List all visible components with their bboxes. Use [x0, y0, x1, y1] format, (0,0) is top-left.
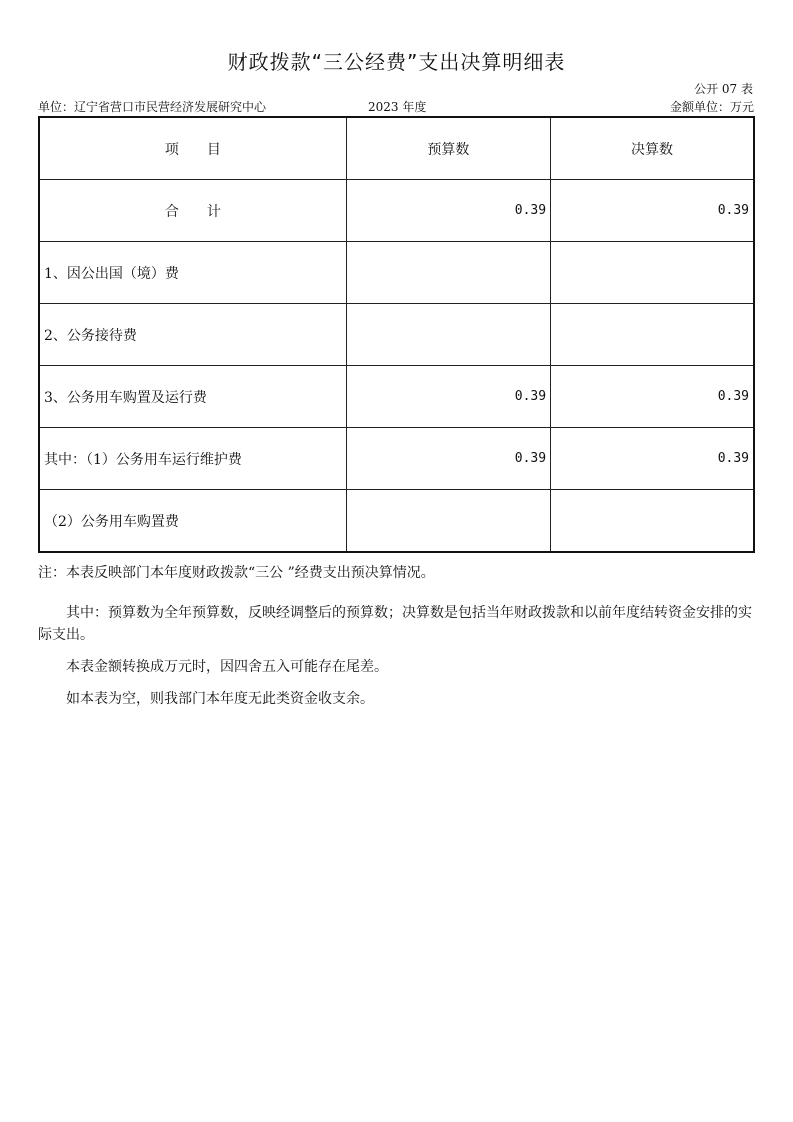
reporting-unit: 单位：辽宁省营口市民营经济发展研究中心 — [38, 100, 267, 114]
row-item: 2、公务接待费 — [39, 304, 346, 366]
row-item: 1、因公出国（境）费 — [39, 242, 346, 304]
row-final: 0.39 — [551, 366, 754, 428]
row-item: （2）公务用车购置费 — [39, 490, 346, 553]
note-paragraph: 其中：预算数为全年预算数，反映经调整后的预算数；决算数是包括当年财政拨款和以前年度结转资金安排的实际支出。 — [38, 605, 752, 643]
form-number: 公开 07 表 — [694, 82, 753, 96]
row-budget — [346, 304, 550, 366]
unit-row — [38, 98, 754, 116]
row-final — [551, 490, 754, 553]
row-budget: 0.39 — [346, 366, 550, 428]
amount-unit: 金额单位：万元 — [669, 100, 754, 114]
header-budget: 预算数 — [346, 117, 550, 180]
table-header-row — [39, 117, 754, 180]
table-row — [39, 428, 754, 490]
note-paragraph: 如本表为空，则我部门本年度无此类资金收支余。 — [66, 691, 374, 707]
row-budget: 0.39 — [346, 428, 550, 490]
header-item: 项 目 — [39, 117, 346, 180]
note-main: 注：本表反映部门本年度财政拨款“三公 ”经费支出预决算情况。 — [38, 565, 435, 581]
row-final: 0.39 — [551, 180, 754, 242]
row-final — [551, 304, 754, 366]
row-item: 其中：（1）公务用车运行维护费 — [39, 428, 346, 490]
page-title: 财政拨款“三公经费”支出决算明细表 — [227, 50, 566, 74]
fiscal-year: 2023 年度 — [368, 100, 427, 114]
row-budget — [346, 242, 550, 304]
table-row — [39, 304, 754, 366]
table-row-total — [39, 180, 754, 242]
note-paragraph: 本表金额转换成万元时，因四舍五入可能存在尾差。 — [66, 659, 388, 675]
table-row — [39, 366, 754, 428]
notes-section — [38, 562, 755, 720]
row-item: 合 计 — [39, 180, 346, 242]
table-row — [39, 242, 754, 304]
row-item: 3、公务用车购置及运行费 — [39, 366, 346, 428]
table-row — [39, 490, 754, 553]
row-final: 0.39 — [551, 428, 754, 490]
row-final — [551, 242, 754, 304]
three-public-expenses-table — [38, 116, 755, 553]
row-budget — [346, 490, 550, 553]
header-final: 决算数 — [551, 117, 754, 180]
row-budget: 0.39 — [346, 180, 550, 242]
